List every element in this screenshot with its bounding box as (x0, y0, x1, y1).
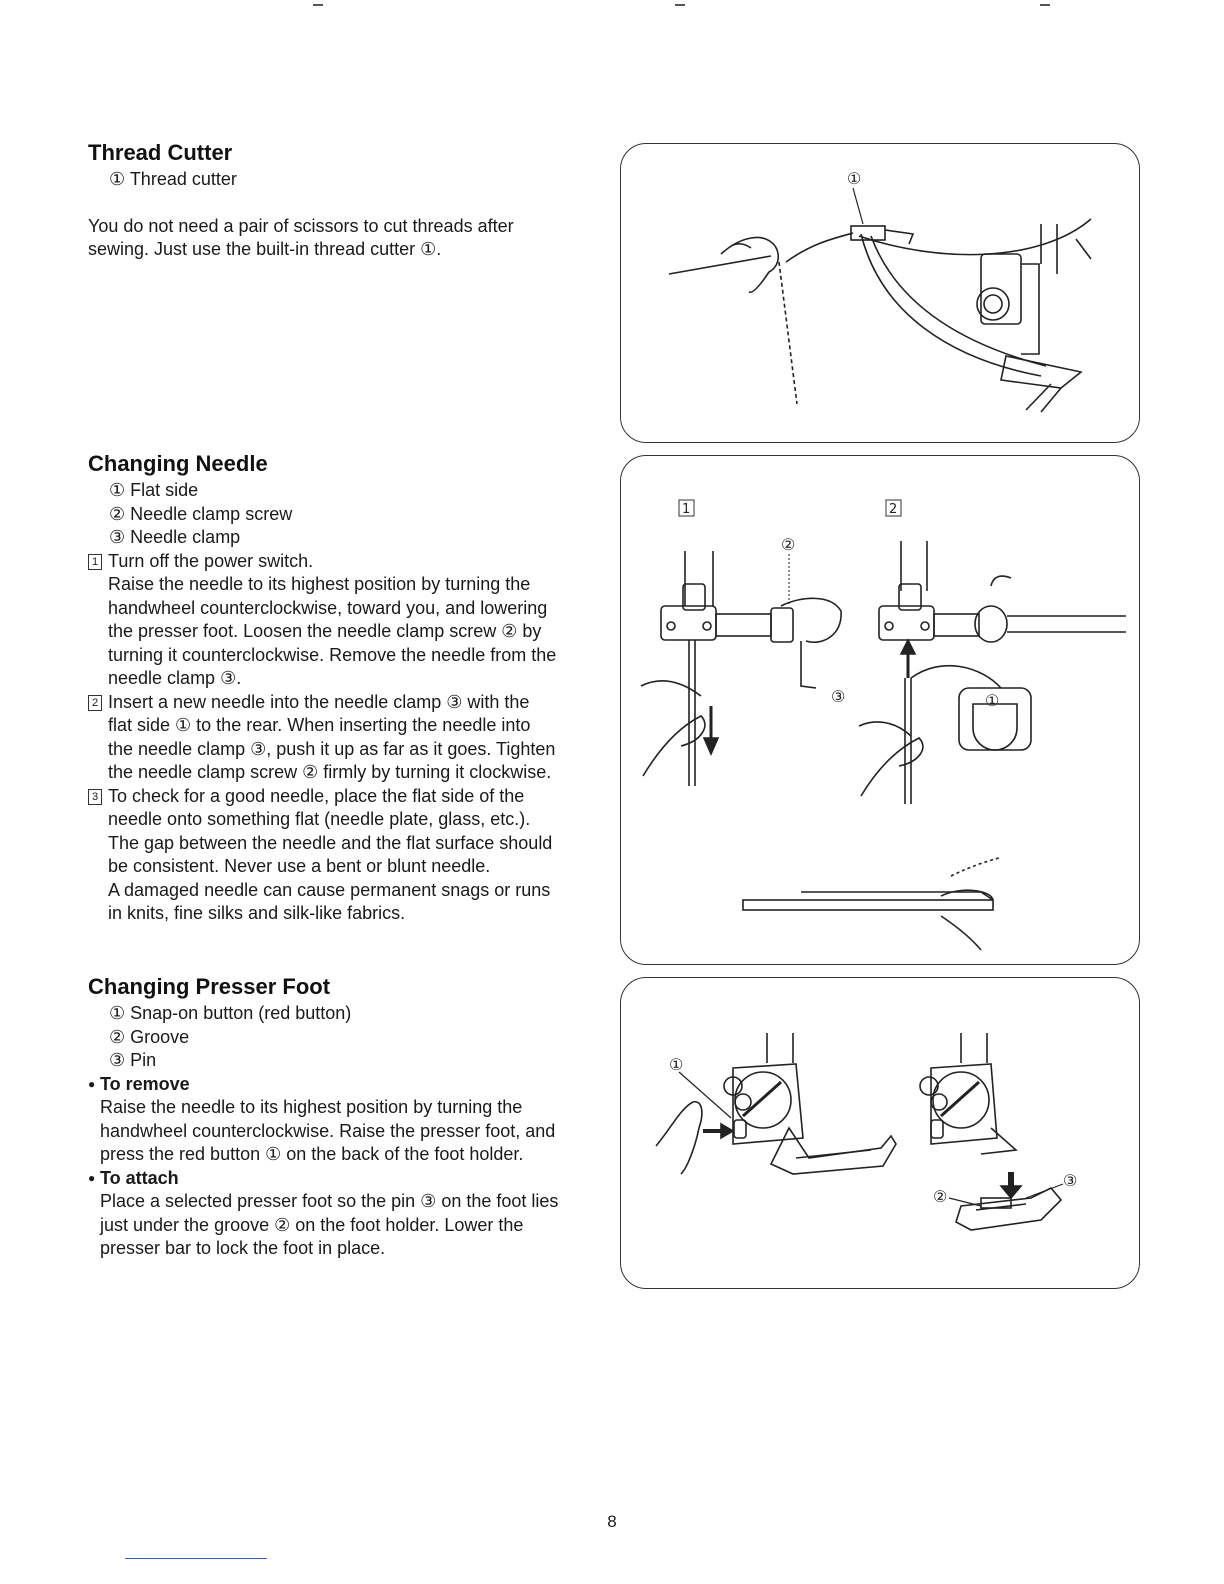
section-title: Changing Needle (88, 451, 268, 476)
legend-item: ② Groove (109, 1026, 190, 1047)
callout-label: ② (781, 535, 796, 554)
changing-needle-illustration (621, 456, 1141, 966)
bullet-icon: ● (88, 1170, 96, 1185)
section-title: Thread Cutter (88, 140, 233, 165)
body-text: You do not need a pair of scissors to cut threads after (88, 215, 514, 236)
remove-heading: ● To remove (88, 1073, 608, 1097)
body-text: Raise the needle to its highest position by turning the (100, 1097, 523, 1117)
changing-presser-foot-section (88, 974, 608, 1261)
step-text: Raise the needle to its highest position by turning the (108, 574, 531, 594)
callout-label: ③ (1063, 1171, 1078, 1190)
bullet-icon: ● (88, 1076, 96, 1091)
step-box-label: 2 (889, 502, 898, 517)
step-box-label: 1 (682, 502, 691, 517)
changing-needle-section (88, 451, 608, 926)
legend-item: ③ Needle clamp (109, 527, 241, 547)
scan-mark (1040, 4, 1050, 6)
presser-foot-illustration (621, 978, 1141, 1290)
scan-mark (675, 4, 685, 6)
step-text: turning it counterclockwise. Remove the needle from the (108, 644, 557, 665)
thread-cutter-section (88, 140, 608, 262)
page-number: 8 (607, 1512, 617, 1531)
step-text: needle clamp ③. (108, 668, 242, 688)
step-2 (88, 691, 608, 785)
changing-needle-figure (620, 455, 1140, 965)
step-text: To check for a good needle, place the flat side of the (108, 785, 525, 806)
thread-cutter-illustration (621, 144, 1141, 444)
callout-label: ② (933, 1187, 948, 1206)
callout-label: ① (669, 1055, 684, 1074)
step-text: needle onto something flat (needle plate, glass, etc.). (108, 809, 531, 829)
callout-label: ③ (831, 687, 846, 706)
legend-item: ② Needle clamp screw (109, 503, 293, 524)
step-number: 2 (88, 695, 102, 711)
step-1 (88, 550, 608, 691)
body-text: Place a selected presser foot so the pin ③ on the foot lies (100, 1191, 559, 1211)
legend-item: ① Flat side (109, 480, 199, 500)
step-text: The gap between the needle and the flat surface should (108, 832, 553, 853)
step-text: the needle clamp screw ② firmly by turning it clockwise. (108, 762, 552, 782)
step-text: flat side ① to the rear. When inserting the needle into (108, 715, 531, 735)
body-text: just under the groove ② on the foot holder. Lower the (100, 1214, 524, 1235)
scan-mark (313, 4, 323, 6)
step-text: the needle clamp ③, push it up as far as it goes. Tighten (108, 738, 556, 759)
step-3 (88, 785, 608, 926)
body-text: press the red button ① on the back of the foot holder. (100, 1144, 524, 1164)
step-text: in knits, fine silks and silk-like fabrics. (108, 903, 406, 923)
step-number: 3 (88, 789, 102, 805)
body-text: handwheel counterclockwise. Raise the presser foot, and (100, 1120, 556, 1141)
thread-cutter-figure (620, 143, 1140, 443)
callout-label: ① (985, 691, 1000, 710)
step-text: Insert a new needle into the needle clamp ③ with the (108, 691, 530, 712)
step-text: the presser foot. Loosen the needle clamp screw ② by (108, 621, 542, 641)
step-number: 1 (88, 554, 102, 570)
legend-item: ① Thread cutter (109, 169, 237, 189)
footer-rule (125, 1558, 267, 1559)
legend-item: ③ Pin (109, 1050, 157, 1070)
body-text: presser bar to lock the foot in place. (100, 1238, 386, 1258)
section-title: Changing Presser Foot (88, 974, 331, 999)
body-text: sewing. Just use the built-in thread cutter ①. (88, 239, 442, 259)
attach-heading: ● To attach (88, 1167, 608, 1191)
presser-foot-figure (620, 977, 1140, 1289)
legend-item: ① Snap-on button (red button) (109, 1003, 352, 1023)
step-text: A damaged needle can cause permanent snags or runs (108, 879, 551, 900)
step-text: Turn off the power switch. (108, 550, 314, 571)
step-text: handwheel counterclockwise, toward you, and lowering (108, 597, 548, 618)
step-text: be consistent. Never use a bent or blunt needle. (108, 856, 491, 876)
callout-label: ① (847, 169, 862, 188)
